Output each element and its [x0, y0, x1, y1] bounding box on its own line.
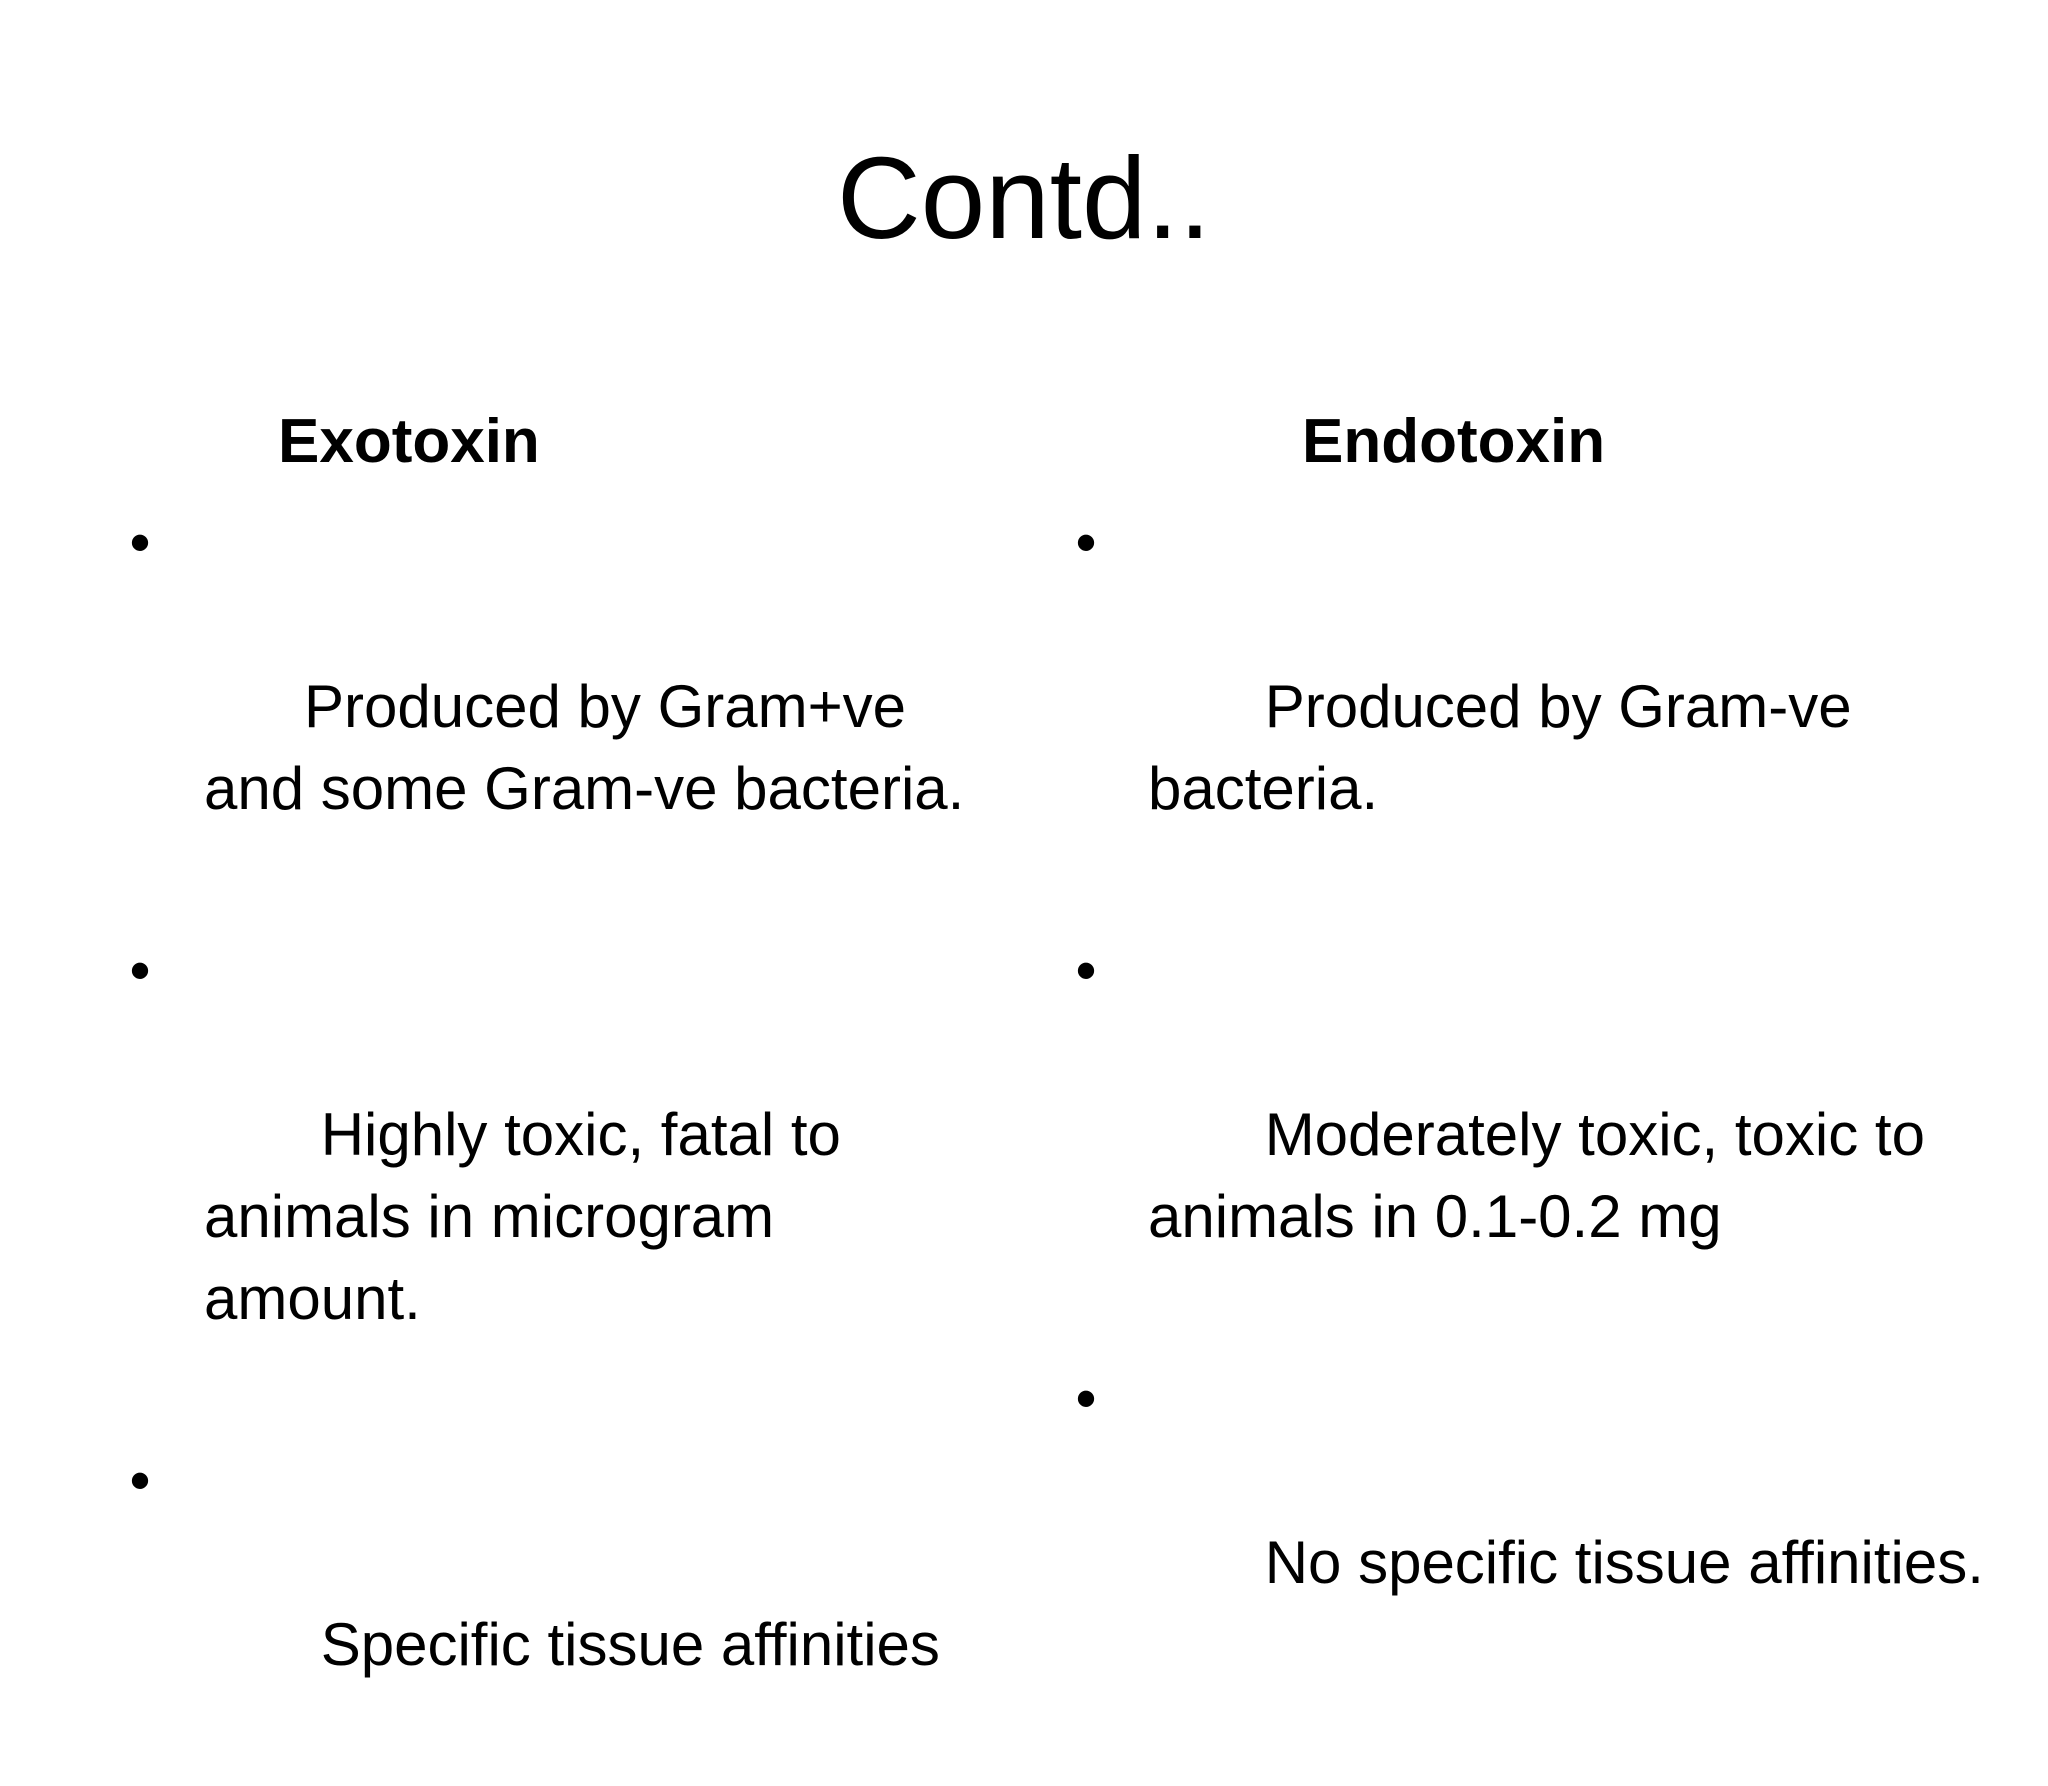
bullet-icon: •	[129, 937, 151, 1004]
bullet-icon: •	[129, 509, 151, 576]
exotoxin-bullet-item	[120, 502, 980, 912]
exotoxin-bullet-item	[120, 1440, 980, 1768]
exotoxin-heading: Exotoxin	[278, 407, 540, 476]
bullet-icon: •	[1075, 937, 1097, 1004]
exotoxin-bullet-list	[120, 502, 980, 1786]
endotoxin-heading: Endotoxin	[1302, 407, 1606, 476]
endotoxin-bullet-item	[1066, 1358, 2006, 1686]
bullet-text: Specific tissue affinities	[304, 1611, 940, 1678]
bullet-icon: •	[129, 1447, 151, 1514]
bullet-text: Moderately toxic, toxic to animals in 0.1-0.2 mg	[1148, 1101, 1942, 1250]
bullet-text: Highly toxic, fatal to animals in microgram amount.	[204, 1101, 858, 1332]
bullet-text: Produced by Gram-ve bacteria.	[1148, 673, 1869, 822]
slide-title: Contd..	[837, 133, 1211, 263]
bullet-icon: •	[1075, 509, 1097, 576]
endotoxin-bullet-item	[1066, 930, 2006, 1340]
bullet-text: No specific tissue affinities.	[1248, 1529, 1984, 1596]
endotoxin-bullet-list	[1066, 502, 2006, 1704]
endotoxin-bullet-item	[1066, 502, 2006, 912]
bullet-text: Produced by Gram+ve and some Gram-ve bacteria.	[204, 673, 965, 822]
bullet-icon: •	[1075, 1365, 1097, 1432]
exotoxin-bullet-item	[120, 930, 980, 1422]
